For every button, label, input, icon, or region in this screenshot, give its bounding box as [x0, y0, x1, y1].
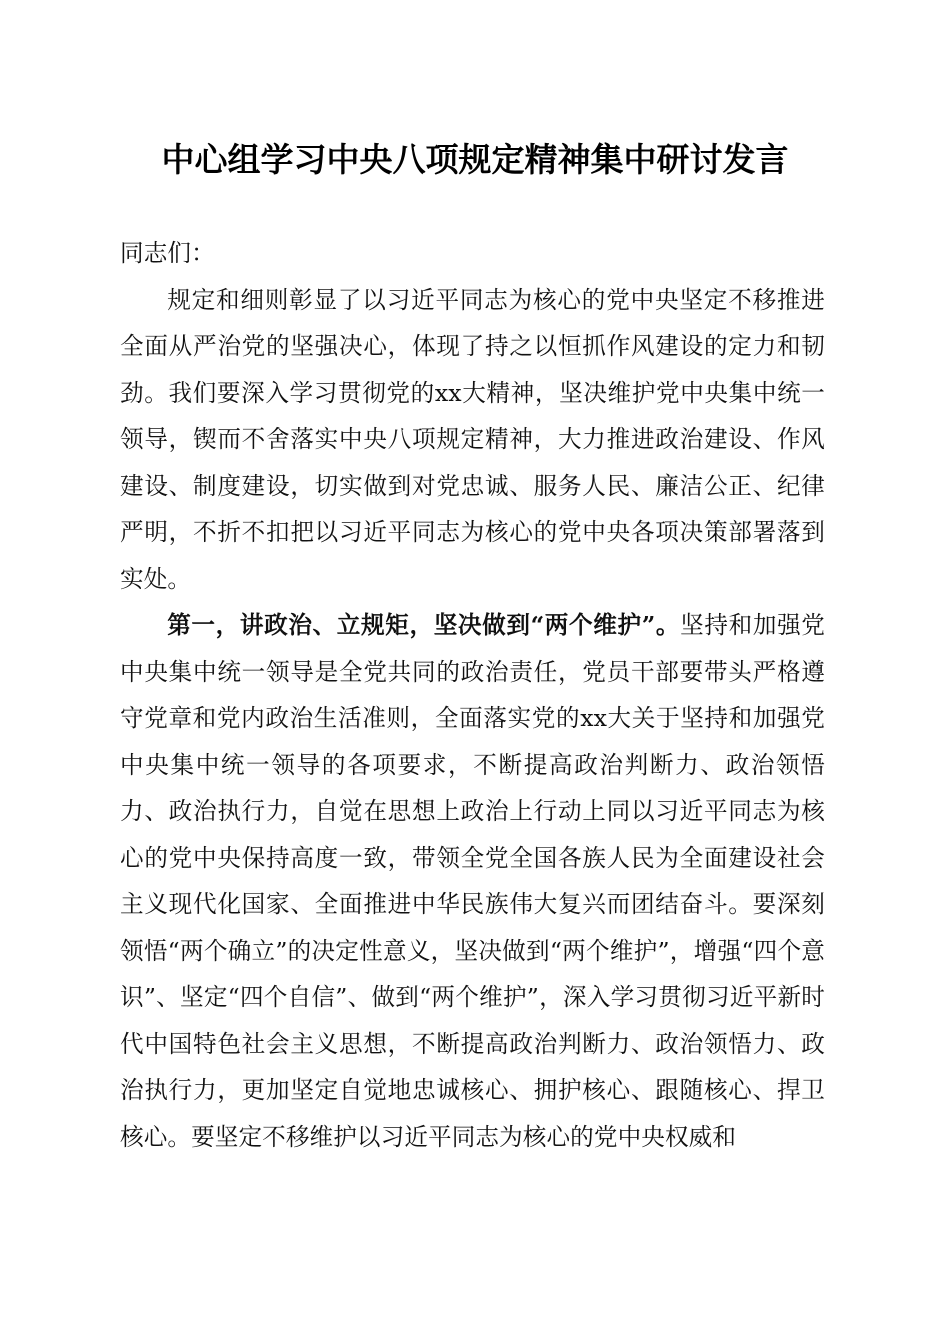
salutation: 同志们：: [120, 239, 215, 267]
paragraph-first-point: [120, 602, 825, 1160]
paragraph-intro: 规定和细则彰显了以习近平同志为核心的党中央坚定不移推进全面从严治党的坚强决心，体现了持之以恒抓作风建设的定力和韧劲。我们要深入学习贯彻党的xx大精神，坚决维护党中央集中统一领导，锲而不舍落实中央八项规定精神，大力推进政治建设、作风建设、制度建设，切实做到对党忠诚、服务人民、廉洁公正、纪律严明，不折不扣把以习近平同志为核心的党中央各项决策部署落到实处。: [120, 285, 825, 593]
paragraph-lead-heading: 第一，讲政治、立规矩，坚决做到“两个维护”。: [167, 611, 681, 639]
paragraph-first-point-body: 坚持和加强党中央集中统一领导是全党共同的政治责任，党员干部要带头严格遵守党章和党内政治生活准则，全面落实党的xx大关于坚持和加强党中央集中统一领导的各项要求，不断提高政治判断力、政治领悟力、政治执行力，自觉在思想上政治上行动上同以习近平同志为核心的党中央保持高度一致，带领全党全国各族人民为全面建设社会主义现代化国家、全面推进中华民族伟大复兴而团结奋斗。要深刻领悟“两个确立”的决定性意义，坚决做到“两个维护”，增强“四个意识”、坚定“四个自信”、做到“两个维护”，深入学习贯彻习近平新时代中国特色社会主义思想，不断提高政治判断力、政治领悟力、政治执行力，更加坚定自觉地忠诚核心、拥护核心、跟随核心、捍卫核心。要坚定不移维护以习近平同志为核心的党中央权威和: [120, 611, 825, 1151]
document-title: 中心组学习中央八项规定精神集中研讨发言: [161, 140, 789, 179]
document-body: [120, 230, 825, 1160]
